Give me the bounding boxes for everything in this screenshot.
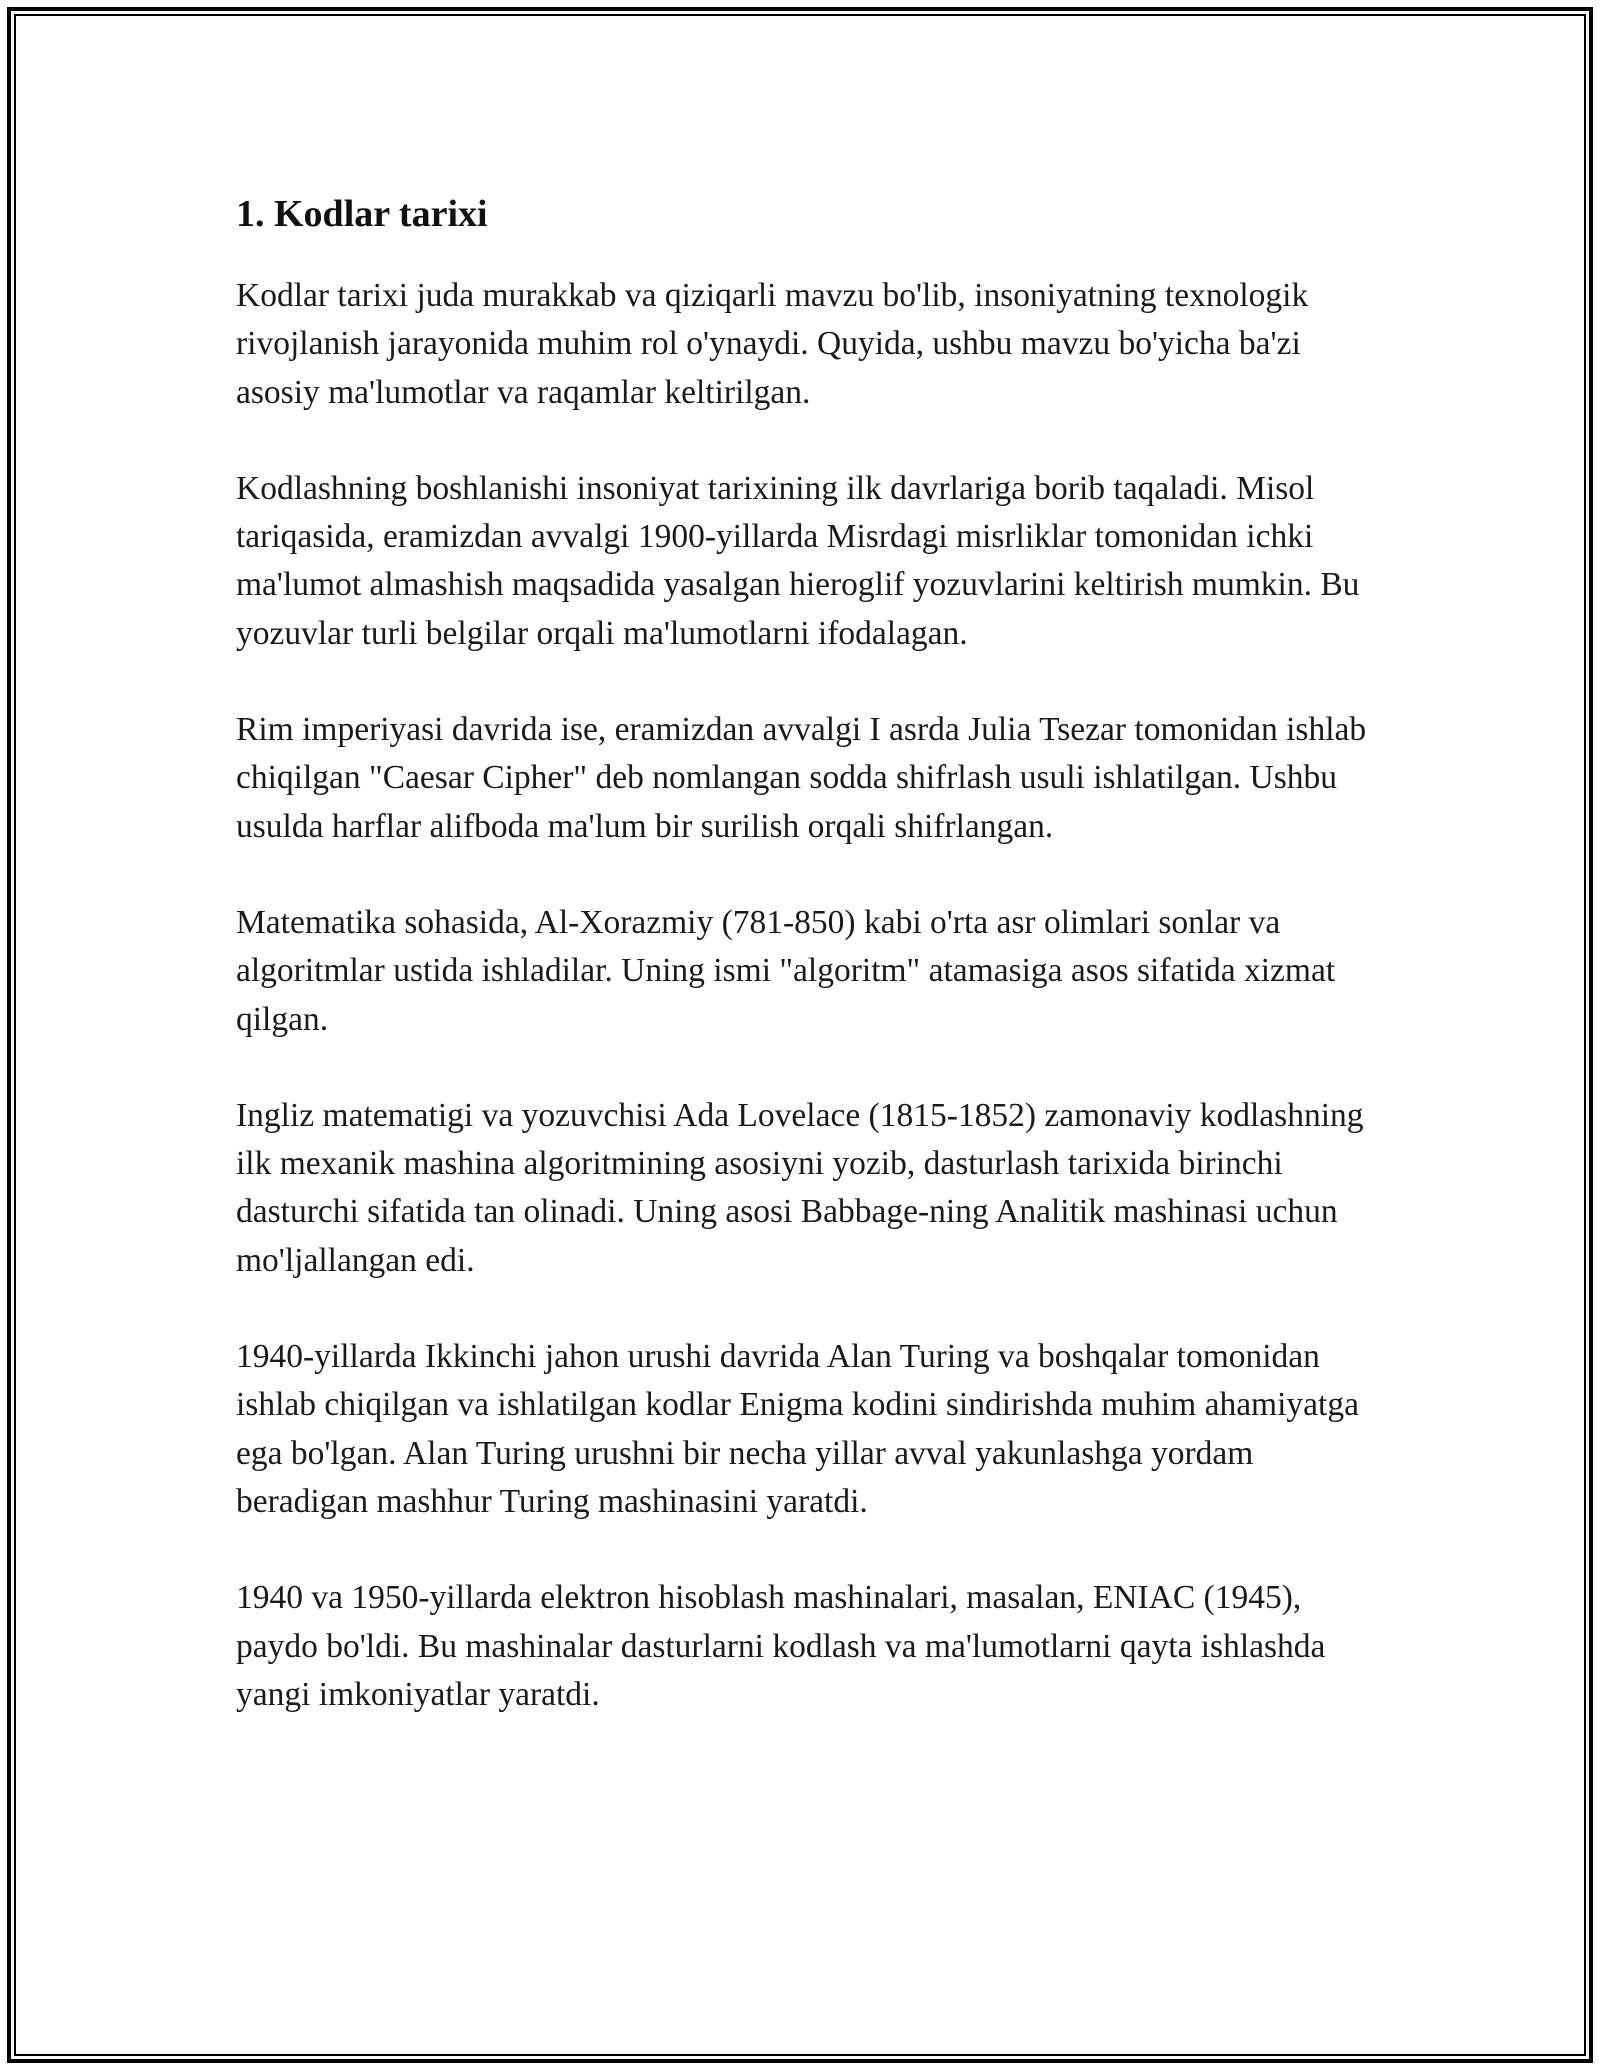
paragraph-al-xorazmiy: Matematika sohasida, Al-Xorazmiy (781-850) kabi o'rta asr olimlari sonlar va algoritmlar ustida ishladilar. Uning ismi "algoritm" atamasiga asos sifatida xizmat qilgan. xyxy=(236,903,1336,1038)
paragraph-intro: Kodlar tarixi juda murakkab va qiziqarli mavzu bo'lib, insoniyatning texnologik rivojlanish jarayonida muhim rol o'ynaydi. Quyida, ushbu mavzu bo'yicha ba'zi asosiy ma'lumotlar va raqamlar keltirilgan. xyxy=(236,277,1309,411)
paragraph-egypt: Kodlashning boshlanishi insoniyat tarixining ilk davrlariga borib taqaladi. Misol tariqasida, eramizdan avvalgi 1900-yillarda Misrdagi misrliklar tomonidan ichki ma'lumot almashish maqsadida yasalgan hieroglif yozuvlarini keltirish mumkin. Bu yozuvlar turli belgilar orqali ma'lumotlarni ifodalagan. xyxy=(236,469,1360,652)
page-title: 1. Kodlar tarixi xyxy=(236,193,488,235)
paragraph-eniac: 1940 va 1950-yillarda elektron hisoblash mashinalari, masalan, ENIAC (1945), paydo bo'ldi. Bu mashinalar dasturlarni kodlash va ma'lumotlarni qayta ishlashda yangi imkoniyatlar yaratdi. xyxy=(236,1579,1326,1713)
paragraph-rome: Rim imperiyasi davrida ise, eramizdan avvalgi I asrda Julia Tsezar tomonidan ishlab chiqilgan "Caesar Cipher" deb nomlangan sodda shifrlash usuli ishlatilgan. Ushbu usulda harflar alifboda ma'lum bir surilish orqali shifrlangan. xyxy=(236,711,1367,845)
paragraph-alan-turing: 1940-yillarda Ikkinchi jahon urushi davrida Alan Turing va boshqalar tomonidan ishlab chiqilgan va ishlatilgan kodlar Enigma kodini sindirishda muhim ahamiyatga ega bo'lgan. Alan Turing urushni bir necha yillar avval yakunlashga yordam beradigan mashhur Turing mashinasini yaratdi. xyxy=(236,1338,1359,1520)
document-body xyxy=(236,184,1376,1767)
paragraph-ada-lovelace: Ingliz matematigi va yozuvchisi Ada Lovelace (1815-1852) zamonaviy kodlashning ilk mexanik mashina algoritmining asosiyni yozib, dasturlash tarixida birinchi dasturchi sifatida tan olinadi. Uning asosi Babbage-ning Analitik mashinasi uchun mo'ljallangan edi. xyxy=(236,1096,1364,1279)
